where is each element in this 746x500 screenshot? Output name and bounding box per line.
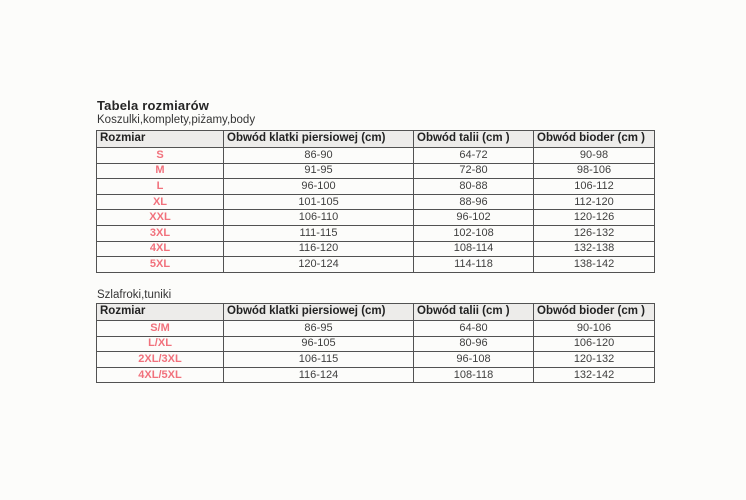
table-row [97,194,655,210]
hips-value: 106-120 [534,336,655,352]
table-row [97,163,655,179]
waist-value: 72-80 [414,163,534,179]
table-caption-koszulki: Koszulki,komplety,piżamy,body [97,114,256,126]
chest-value: 116-124 [224,367,414,383]
size-label: 4XL [97,241,224,257]
hips-value: 120-132 [534,352,655,368]
header-waist: Obwód talii (cm ) [414,131,534,148]
hips-value: 98-106 [534,163,655,179]
chest-value: 111-115 [224,225,414,241]
header-rozmiar: Rozmiar [97,304,224,321]
table-row [97,210,655,226]
table-row [97,321,655,337]
size-label: L/XL [97,336,224,352]
size-label: XXL [97,210,224,226]
waist-value: 102-108 [414,225,534,241]
waist-value: 108-114 [414,241,534,257]
chest-value: 106-115 [224,352,414,368]
table-row [97,148,655,164]
hips-value: 126-132 [534,225,655,241]
header-row [97,304,655,321]
header-hips: Obwód bioder (cm ) [534,131,655,148]
chest-value: 116-120 [224,241,414,257]
table-row [97,367,655,383]
waist-value: 114-118 [414,257,534,273]
chest-value: 101-105 [224,194,414,210]
size-label: S [97,148,224,164]
chest-value: 120-124 [224,257,414,273]
hips-value: 120-126 [534,210,655,226]
size-label: S/M [97,321,224,337]
chest-value: 91-95 [224,163,414,179]
table-row [97,336,655,352]
hips-value: 106-112 [534,179,655,195]
size-table-szlafroki [96,303,655,383]
hips-value: 132-142 [534,367,655,383]
size-label: M [97,163,224,179]
size-label: L [97,179,224,195]
hips-value: 138-142 [534,257,655,273]
table-row [97,352,655,368]
table-caption-szlafroki: Szlafroki,tuniki [97,289,172,301]
waist-value: 96-108 [414,352,534,368]
header-chest: Obwód klatki piersiowej (cm) [224,304,414,321]
size-label: XL [97,194,224,210]
hips-value: 112-120 [534,194,655,210]
header-hips: Obwód bioder (cm ) [534,304,655,321]
header-row [97,131,655,148]
waist-value: 64-72 [414,148,534,164]
table-row [97,225,655,241]
size-label: 4XL/5XL [97,367,224,383]
table-row [97,257,655,273]
waist-value: 88-96 [414,194,534,210]
header-rozmiar: Rozmiar [97,131,224,148]
header-waist: Obwód talii (cm ) [414,304,534,321]
waist-value: 108-118 [414,367,534,383]
chest-value: 96-105 [224,336,414,352]
waist-value: 96-102 [414,210,534,226]
size-label: 5XL [97,257,224,273]
chest-value: 86-90 [224,148,414,164]
chest-value: 86-95 [224,321,414,337]
hips-value: 132-138 [534,241,655,257]
waist-value: 64-80 [414,321,534,337]
size-label: 2XL/3XL [97,352,224,368]
hips-value: 90-98 [534,148,655,164]
chest-value: 106-110 [224,210,414,226]
header-chest: Obwód klatki piersiowej (cm) [224,131,414,148]
waist-value: 80-96 [414,336,534,352]
page-title: Tabela rozmiarów [97,98,210,113]
table-row [97,241,655,257]
size-table-koszulki [96,130,655,273]
chest-value: 96-100 [224,179,414,195]
table-row [97,179,655,195]
size-label: 3XL [97,225,224,241]
waist-value: 80-88 [414,179,534,195]
hips-value: 90-106 [534,321,655,337]
